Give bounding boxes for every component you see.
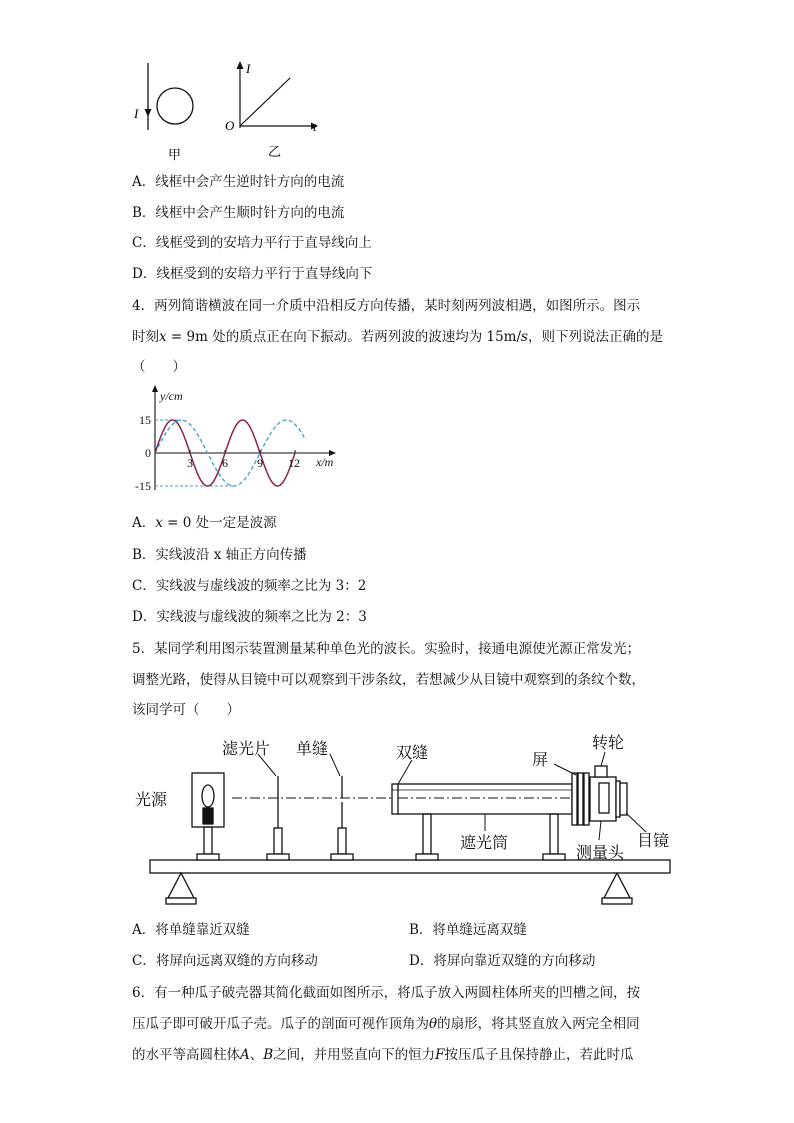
q4-var-s: s — [521, 329, 528, 345]
i-axis-arrow-icon — [237, 61, 244, 69]
bench-support-right — [604, 873, 630, 898]
q4-text: 时刻 — [132, 329, 159, 345]
x-tick-label-12: 12 — [288, 456, 301, 470]
double-slit-apparatus — [130, 728, 690, 913]
single-slit-post — [338, 828, 346, 854]
wheel-icon — [595, 766, 607, 777]
y-tick-label--15: -15 — [135, 479, 151, 493]
q6-stem-line3 — [132, 1045, 634, 1065]
wire-loop — [157, 88, 193, 124]
label-wheel: 转轮 — [592, 735, 625, 752]
screen-ring-2 — [578, 773, 583, 825]
screen-leader — [554, 764, 576, 775]
q4-option-b: B．实线波沿 x 轴正方向传播 — [132, 547, 307, 563]
q4-var-x: x — [159, 329, 167, 345]
q5-option-d: D．将屏向靠近双缝的方向移动 — [409, 953, 596, 969]
fig-jia-label: 甲 — [168, 147, 182, 162]
q6-text: 之间，并用竖直向下的恒力 — [273, 1047, 436, 1063]
q3-option-b: B．线框中会产生顺时针方向的电流 — [132, 205, 345, 221]
screen-ring-3 — [584, 773, 589, 825]
q4-stem-line1: 4．两列简谐横波在同一介质中沿相反方向传播，某时刻两列波相遇，如图所示。图示 — [132, 298, 641, 314]
single-slit-base — [331, 854, 353, 860]
q4-option-a-prefix: A． — [132, 515, 156, 531]
label-head: 测量头 — [576, 845, 625, 862]
bench-foot-left — [166, 898, 196, 904]
q5-option-c: C．将屏向远离双缝的方向移动 — [132, 953, 318, 969]
q6-stem-line2 — [132, 1014, 640, 1034]
x-tick-label-6: 6 — [222, 456, 229, 470]
x-axis-label: x/m — [316, 455, 334, 469]
source-base — [197, 854, 219, 860]
i-axis-label: I — [246, 61, 251, 76]
q5-option-a: A．将单缝靠近双缝 — [132, 922, 250, 938]
filter-base — [267, 854, 289, 860]
q4-option-a — [132, 513, 277, 533]
q6-var-b: B — [263, 1047, 274, 1063]
q4-option-a-text: = 0 处一定是波源 — [162, 515, 277, 531]
x-tick-label-3: 3 — [187, 456, 194, 470]
source-post — [204, 827, 212, 854]
t-axis-label: t — [313, 119, 317, 134]
wave-chart — [135, 385, 350, 500]
q3-option-c: C．线框受到的安培力平行于直导线向上 — [132, 235, 372, 251]
label-filter: 滤光片 — [222, 741, 271, 758]
wheel-leader — [601, 752, 605, 766]
y-axis-label: y/cm — [160, 389, 183, 403]
q4-option-a-var: x — [155, 515, 163, 531]
q6-text: 按压瓜子且保持静止，若此时瓜 — [444, 1047, 634, 1063]
q6-text: 压瓜子即可破开瓜子壳。瓜子的剖面可视作顶角为 — [132, 1016, 429, 1032]
single-slit-leader — [330, 754, 340, 776]
label-source: 光源 — [135, 792, 168, 809]
double-slit-leader — [398, 760, 412, 784]
tube-post-right — [550, 814, 558, 854]
label-eyepiece: 目镜 — [637, 833, 670, 850]
figure-jia-yi — [125, 58, 335, 163]
current-label: I — [134, 106, 139, 121]
y-tick-label-0: 0 — [145, 446, 151, 460]
q5-stem-line3: 该同学可（ ） — [132, 702, 240, 718]
q6-text: 的水平等高圆柱体 — [132, 1047, 240, 1063]
chart-y-axis-arrow-icon — [152, 385, 158, 392]
q6-var-a: A — [240, 1047, 250, 1063]
eyepiece — [620, 783, 627, 815]
label-tube: 遮光筒 — [460, 835, 509, 852]
x-tick-label-9: 9 — [257, 456, 264, 470]
tube-post-left — [423, 814, 431, 854]
q5-stem-line1: 5．某同学利用图示装置测量某种单色光的波长。实验时，接通电源使光源正常发光； — [132, 641, 641, 657]
q6-text: 、 — [249, 1047, 264, 1063]
q4-option-d: D．实线波与虚线波的频率之比为 2：3 — [132, 609, 367, 625]
bench-support-left — [168, 873, 194, 898]
label-double-slit: 双缝 — [396, 745, 429, 762]
current-arrow-icon — [145, 109, 152, 117]
label-single-slit: 单缝 — [296, 741, 329, 758]
q5-option-b: B．将单缝远离双缝 — [409, 922, 527, 938]
q4-text: = 9m 处的质点正在向下振动。若两列波的波速均为 15m/ — [166, 329, 522, 345]
origin-label: O — [225, 118, 235, 133]
i-t-line — [240, 78, 290, 126]
q6-var-f: F — [435, 1047, 445, 1063]
q4-text: ，则下列说法正确的是 — [527, 329, 663, 345]
y-tick-label-15: 15 — [139, 413, 151, 427]
q4-stem-line2 — [132, 327, 663, 347]
bulb-base — [203, 808, 213, 824]
eyepiece-leader — [626, 813, 646, 832]
bench-foot-right — [602, 898, 632, 904]
q6-var-theta: θ — [429, 1016, 438, 1032]
q5-stem-line2: 调整光路，使得从目镜中可以观察到干涉条纹，若想减少从目镜中观察到的条纹个数， — [132, 672, 645, 688]
q3-option-d: D．线框受到的安培力平行于直导线向下 — [132, 266, 373, 282]
head-leader — [599, 821, 601, 840]
fig-yi-label: 乙 — [268, 144, 282, 159]
shading-tube — [392, 784, 572, 814]
q3-option-a: A．线框中会产生逆时针方向的电流 — [132, 174, 345, 190]
q4-stem-line3: （ ） — [132, 359, 186, 375]
label-screen: 屏 — [532, 752, 549, 769]
filter-post — [274, 828, 282, 854]
q6-text: 的扇形，将其竖直放入两完全相同 — [437, 1016, 640, 1032]
q4-option-c: C．实线波与虚线波的频率之比为 3：2 — [132, 578, 367, 594]
screen-ring-1 — [572, 773, 577, 825]
q6-stem-line1: 6．有一种瓜子破壳器其简化截面如图所示，将瓜子放入两圆柱体所夹的凹槽之间，按 — [132, 985, 641, 1001]
tube-base-right — [543, 854, 565, 860]
tube-base-left — [416, 854, 438, 860]
